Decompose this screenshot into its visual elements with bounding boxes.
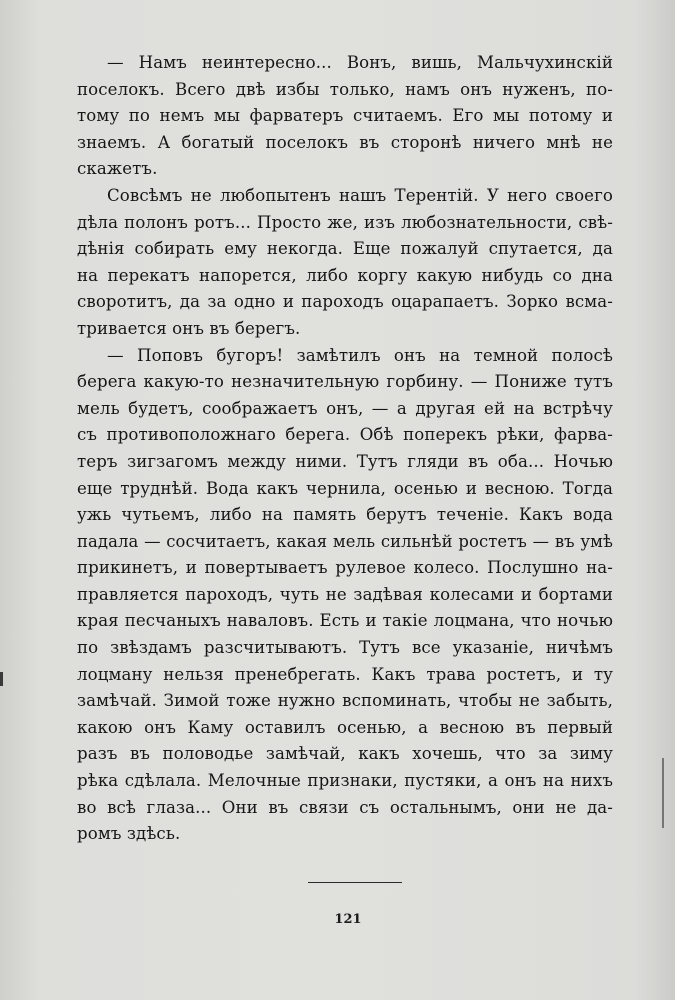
text-line: прикинетъ, и повертываетъ рулевое колесо. Послушно на- <box>77 558 613 578</box>
margin-mark-right <box>662 758 664 828</box>
text-line: тривается онъ въ берегъ. <box>77 318 301 338</box>
text-line: ромъ здѣсь. <box>77 824 181 844</box>
text-line: — Намъ неинтересно... Вонъ, вишь, Мальчухинскій <box>107 53 613 72</box>
text-line: разъ въ половодье замѣчай, какъ хочешь, что за зиму <box>77 744 613 764</box>
text-line: дѣла полонъ ротъ... Просто же, изъ любознательности, свѣ- <box>77 212 613 232</box>
text-line: скажетъ. <box>77 159 158 179</box>
text-line: еще труднѣй. Вода какъ чернила, осенью и весною. Тогда <box>77 478 613 498</box>
text-line: тому по немъ мы фарватеръ считаемъ. Его мы потому и <box>77 106 613 126</box>
text-line: своротитъ, да за одно и пароходъ оцарапаетъ. Зорко всма- <box>77 292 613 312</box>
text-line: теръ зигзагомъ между ними. Тутъ гляди въ оба... Ночью <box>77 451 613 471</box>
text-line: какою онъ Каму оставилъ осенью, а весною въ первый <box>77 717 613 737</box>
text-line: по звѣздамъ разсчитываютъ. Тутъ все указаніе, ничѣмъ <box>77 638 613 658</box>
text-line: съ противоположнаго берега. Обѣ поперекъ рѣки, фарва- <box>77 425 613 445</box>
body-text <box>77 50 613 848</box>
text-line: Совсѣмъ не любопытенъ нашъ Терентій. У него своего <box>107 185 613 205</box>
margin-mark-left <box>0 672 3 686</box>
text-line: берега какую-то незначительную горбину. — Пониже тутъ <box>77 372 613 392</box>
text-line: падала — сосчитаетъ, какая мель сильнѣй ростетъ — въ умѣ <box>77 531 613 551</box>
text-line: мель будетъ, соображаетъ онъ, — а другая ей на встрѣчу <box>77 398 613 418</box>
text-line: края песчаныхъ наваловъ. Есть и такіе лоцмана, что ночью <box>77 611 613 631</box>
text-line: правляется пароходъ, чуть не задѣвая колесами и бортами <box>77 584 613 604</box>
text-line: на перекатъ напорется, либо коргу какую нибудь со дна <box>77 265 613 285</box>
page-number: 121 <box>334 912 362 927</box>
text-line: во всѣ глаза... Они въ связи съ остальнымъ, они не да- <box>77 797 613 817</box>
text-line: дѣнія собирать ему некогда. Еще пожалуй спутается, да <box>77 239 613 259</box>
text-line: знаемъ. А богатый поселокъ въ сторонѣ ничего мнѣ не <box>77 132 613 152</box>
text-line: рѣка сдѣлала. Мелочные признаки, пустяки, а онъ на нихъ <box>77 771 613 791</box>
footer-rule <box>308 882 402 883</box>
text-line: лоцману нельзя пренебрегать. Какъ трава ростетъ, и ту <box>77 664 613 684</box>
text-line: — Поповъ бугоръ! замѣтилъ онъ на темной полосѣ <box>107 345 613 365</box>
text-line: поселокъ. Всего двѣ избы только, намъ онъ нуженъ, по- <box>77 79 613 99</box>
text-line: ужь чутьемъ, либо на память берутъ теченіе. Какъ вода <box>77 505 613 525</box>
text-line: замѣчай. Зимой тоже нужно вспоминать, чтобы не забыть, <box>77 691 613 711</box>
